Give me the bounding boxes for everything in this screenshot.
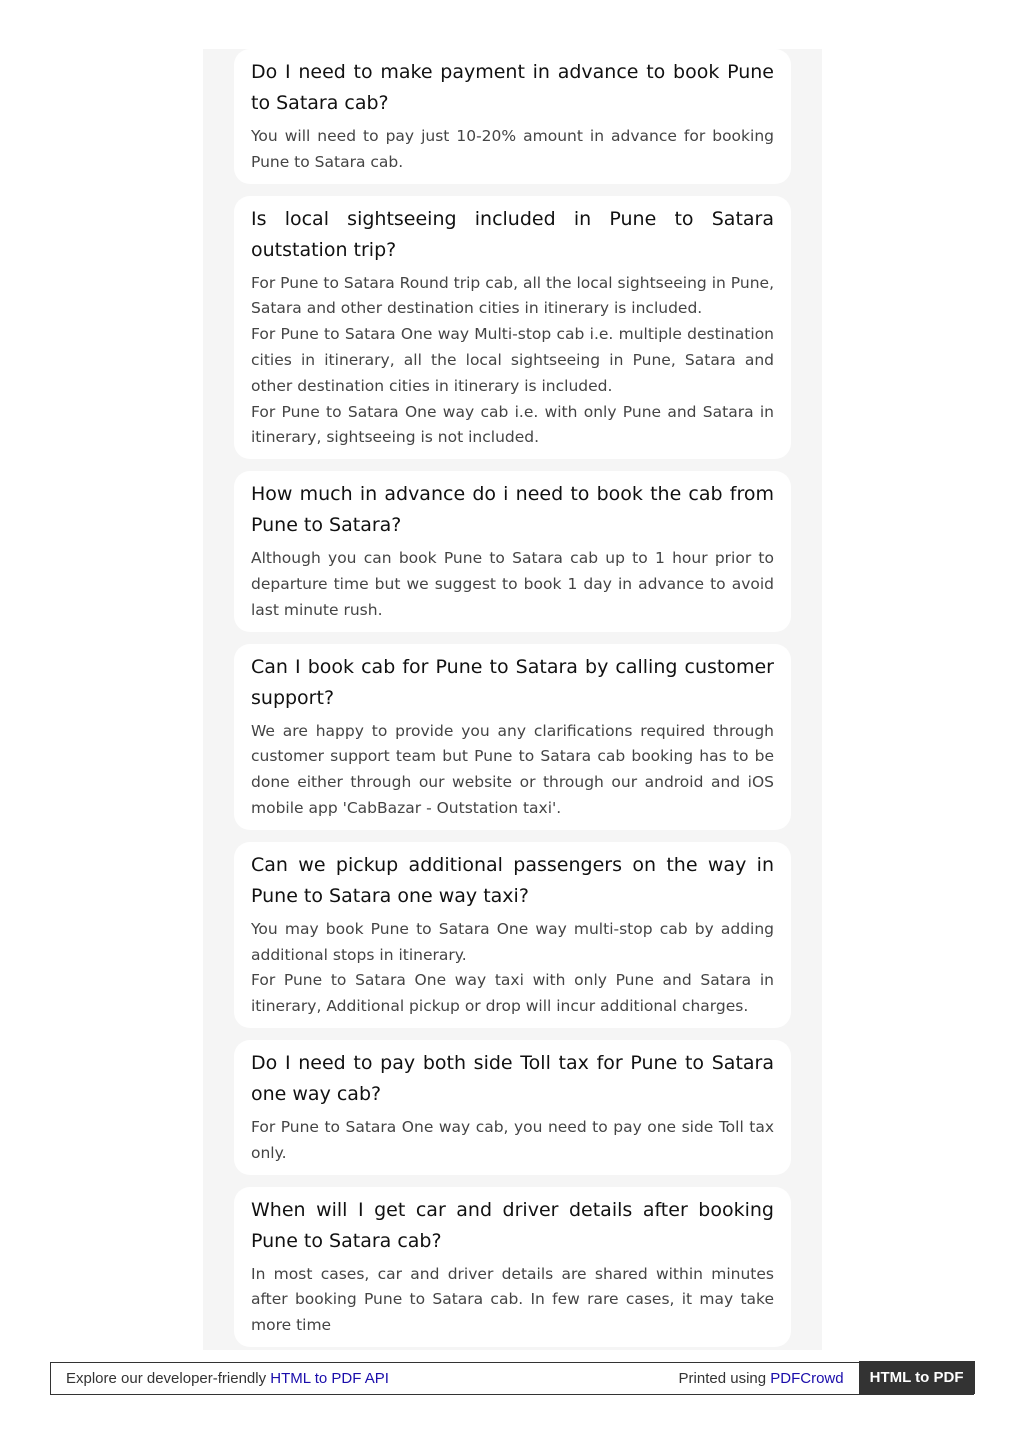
faq-answer-line: For Pune to Satara One way taxi with only Pune and Satara in itinerary, Additional pickup or drop will incur additional charges.	[251, 971, 774, 1016]
faq-answer	[251, 271, 774, 452]
html-to-pdf-button[interactable]: HTML to PDF	[859, 1361, 975, 1394]
faq-answer-line: For Pune to Satara One way cab i.e. with only Pune and Satara in itinerary, sightseeing is not included.	[251, 402, 774, 447]
pdfcrowd-link[interactable]: PDFCrowd	[770, 1370, 844, 1387]
faq-card	[234, 49, 791, 184]
faq-question: When will I get car and driver details after booking Pune to Satara cab?	[251, 1198, 774, 1252]
faq-answer-line: Although you can book Pune to Satara cab up to 1 hour prior to departure time but we suggest to book 1 day in advance to avoid last minute rush.	[251, 549, 774, 619]
faq-answer	[251, 1262, 774, 1339]
faq-card	[234, 644, 791, 830]
faq-answer	[251, 917, 774, 1020]
faq-answer	[251, 719, 774, 822]
faq-question: Do I need to pay both side Toll tax for Pune to Satara one way cab?	[251, 1051, 774, 1105]
faq-answer-line: You will need to pay just 10-20% amount in advance for booking Pune to Satara cab.	[251, 127, 774, 171]
faq-answer-line: We are happy to provide you any clarifications required through customer support team but Pune to Satara cab booking has to be done either through our website or through our android and iOS mobile app 'CabBazar - Outstation taxi'.	[251, 721, 774, 817]
faq-answer-line: For Pune to Satara One way Multi-stop cab i.e. multiple destination cities in itinerary, all the local sightseeing in Pune, Satara and other destination cities in itinerary is included.	[251, 325, 774, 395]
footer-explore-text: Explore our developer-friendly	[66, 1370, 271, 1387]
faq-answer-line: You may book Pune to Satara One way multi-stop cab by adding additional stops in itinerary.	[251, 919, 774, 964]
faq-question: Can I book cab for Pune to Satara by calling customer support?	[251, 655, 774, 709]
faq-card	[234, 196, 791, 460]
faq-answer	[251, 546, 774, 623]
faq-answer	[251, 1115, 774, 1167]
faq-answer	[251, 124, 774, 176]
faq-card	[234, 842, 791, 1028]
faq-card	[234, 1040, 791, 1175]
footer-printed-text: Printed using	[678, 1370, 771, 1387]
faq-card	[234, 1187, 791, 1347]
faq-answer-line: In most cases, car and driver details are shared within minutes after booking Pune to Satara cab. In few rare cases, it may take more time	[251, 1264, 774, 1335]
footer-explore	[51, 1370, 679, 1387]
faq-answer-line: For Pune to Satara One way cab, you need to pay one side Toll tax only.	[251, 1117, 774, 1162]
html-to-pdf-api-link[interactable]: HTML to PDF API	[270, 1370, 389, 1387]
faq-question: Can we pickup additional passengers on the way in Pune to Satara one way taxi?	[251, 853, 774, 907]
faq-question: How much in advance do i need to book the cab from Pune to Satara?	[251, 483, 774, 537]
faq-question: Do I need to make payment in advance to book Pune to Satara cab?	[251, 61, 774, 114]
faq-card	[234, 471, 791, 631]
faq-question: Is local sightseeing included in Pune to Satara outstation trip?	[251, 207, 774, 261]
faq-answer-line: For Pune to Satara Round trip cab, all the local sightseeing in Pune, Satara and other destination cities in itinerary is included.	[251, 273, 774, 318]
faq-list	[234, 49, 791, 1350]
footer-printed	[679, 1370, 859, 1387]
faq-column	[203, 49, 822, 1350]
pdfcrowd-footer	[50, 1362, 974, 1395]
